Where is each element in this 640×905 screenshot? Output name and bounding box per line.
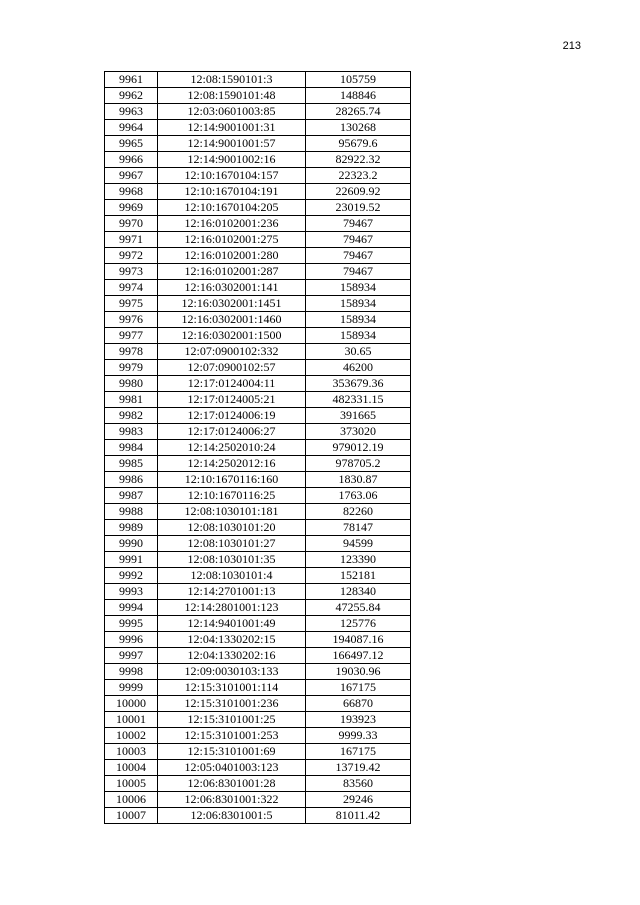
table-row (105, 728, 411, 744)
row-number-cell: 10006 (105, 792, 158, 808)
value-cell: 158934 (306, 312, 411, 328)
row-number-cell: 9994 (105, 600, 158, 616)
value-cell: 148846 (306, 88, 411, 104)
cadastral-number-cell: 12:06:8301001:322 (158, 792, 306, 808)
value-cell: 105759 (306, 72, 411, 88)
table-row (105, 632, 411, 648)
row-number-cell: 9987 (105, 488, 158, 504)
value-cell: 23019.52 (306, 200, 411, 216)
cadastral-number-cell: 12:14:9401001:49 (158, 616, 306, 632)
table-row (105, 712, 411, 728)
table-row (105, 360, 411, 376)
row-number-cell: 9991 (105, 552, 158, 568)
value-cell: 78147 (306, 520, 411, 536)
table-row (105, 472, 411, 488)
row-number-cell: 9977 (105, 328, 158, 344)
table-row (105, 344, 411, 360)
table-row (105, 280, 411, 296)
cadastral-number-cell: 12:16:0102001:236 (158, 216, 306, 232)
table-row (105, 152, 411, 168)
value-cell: 47255.84 (306, 600, 411, 616)
row-number-cell: 9990 (105, 536, 158, 552)
cadastral-number-cell: 12:17:0124006:27 (158, 424, 306, 440)
table-row (105, 808, 411, 824)
table-row (105, 200, 411, 216)
row-number-cell: 10001 (105, 712, 158, 728)
row-number-cell: 9974 (105, 280, 158, 296)
value-cell: 123390 (306, 552, 411, 568)
value-cell: 167175 (306, 680, 411, 696)
cadastral-number-cell: 12:14:2502010:24 (158, 440, 306, 456)
row-number-cell: 9997 (105, 648, 158, 664)
value-cell: 125776 (306, 616, 411, 632)
cadastral-number-cell: 12:17:0124004:11 (158, 376, 306, 392)
value-cell: 79467 (306, 248, 411, 264)
table-row (105, 136, 411, 152)
value-cell: 81011.42 (306, 808, 411, 824)
row-number-cell: 9981 (105, 392, 158, 408)
table-row (105, 792, 411, 808)
table-row (105, 744, 411, 760)
table-row (105, 376, 411, 392)
page-number: 213 (562, 40, 581, 52)
row-number-cell: 9966 (105, 152, 158, 168)
table-row (105, 232, 411, 248)
value-cell: 158934 (306, 296, 411, 312)
value-cell: 158934 (306, 328, 411, 344)
cadastral-number-cell: 12:14:9001002:16 (158, 152, 306, 168)
cadastral-number-cell: 12:10:1670116:160 (158, 472, 306, 488)
table-row (105, 600, 411, 616)
row-number-cell: 9995 (105, 616, 158, 632)
row-number-cell: 9976 (105, 312, 158, 328)
value-cell: 82922.32 (306, 152, 411, 168)
cadastral-number-cell: 12:06:8301001:28 (158, 776, 306, 792)
table-row (105, 424, 411, 440)
row-number-cell: 9961 (105, 72, 158, 88)
row-number-cell: 10003 (105, 744, 158, 760)
table-row (105, 120, 411, 136)
row-number-cell: 9982 (105, 408, 158, 424)
row-number-cell: 9964 (105, 120, 158, 136)
value-cell: 1830.87 (306, 472, 411, 488)
value-cell: 95679.6 (306, 136, 411, 152)
value-cell: 152181 (306, 568, 411, 584)
table-row (105, 520, 411, 536)
cadastral-number-cell: 12:08:1030101:35 (158, 552, 306, 568)
table-row (105, 696, 411, 712)
table-row (105, 616, 411, 632)
value-cell: 29246 (306, 792, 411, 808)
cadastral-number-cell: 12:09:0030103:133 (158, 664, 306, 680)
value-cell: 194087.16 (306, 632, 411, 648)
row-number-cell: 9965 (105, 136, 158, 152)
row-number-cell: 9992 (105, 568, 158, 584)
value-cell: 978705.2 (306, 456, 411, 472)
table-row (105, 648, 411, 664)
row-number-cell: 9983 (105, 424, 158, 440)
cadastral-number-cell: 12:16:0102001:275 (158, 232, 306, 248)
cadastral-number-cell: 12:15:3101001:236 (158, 696, 306, 712)
cadastral-number-cell: 12:10:1670104:205 (158, 200, 306, 216)
table-row (105, 456, 411, 472)
value-cell: 166497.12 (306, 648, 411, 664)
row-number-cell: 9963 (105, 104, 158, 120)
value-cell: 130268 (306, 120, 411, 136)
cadastral-number-cell: 12:03:0601003:85 (158, 104, 306, 120)
table-row (105, 552, 411, 568)
value-cell: 66870 (306, 696, 411, 712)
row-number-cell: 9970 (105, 216, 158, 232)
table-row (105, 248, 411, 264)
row-number-cell: 9972 (105, 248, 158, 264)
table-row (105, 296, 411, 312)
value-cell: 9999.33 (306, 728, 411, 744)
table-row (105, 776, 411, 792)
value-cell: 128340 (306, 584, 411, 600)
row-number-cell: 9978 (105, 344, 158, 360)
table-row (105, 680, 411, 696)
value-cell: 82260 (306, 504, 411, 520)
table-row (105, 760, 411, 776)
cadastral-number-cell: 12:08:1030101:20 (158, 520, 306, 536)
table-row (105, 328, 411, 344)
value-cell: 193923 (306, 712, 411, 728)
row-number-cell: 9962 (105, 88, 158, 104)
row-number-cell: 10002 (105, 728, 158, 744)
value-cell: 158934 (306, 280, 411, 296)
table-row (105, 568, 411, 584)
cadastral-number-cell: 12:14:2502012:16 (158, 456, 306, 472)
table-row (105, 504, 411, 520)
table-row (105, 104, 411, 120)
row-number-cell: 9980 (105, 376, 158, 392)
cadastral-number-cell: 12:07:0900102:332 (158, 344, 306, 360)
value-cell: 482331.15 (306, 392, 411, 408)
cadastral-number-cell: 12:10:1670104:191 (158, 184, 306, 200)
cadastral-number-cell: 12:08:1590101:3 (158, 72, 306, 88)
cadastral-number-cell: 12:10:1670104:157 (158, 168, 306, 184)
value-cell: 353679.36 (306, 376, 411, 392)
row-number-cell: 9993 (105, 584, 158, 600)
cadastral-number-cell: 12:07:0900102:57 (158, 360, 306, 376)
value-cell: 79467 (306, 264, 411, 280)
cadastral-number-cell: 12:15:3101001:114 (158, 680, 306, 696)
row-number-cell: 9968 (105, 184, 158, 200)
value-cell: 46200 (306, 360, 411, 376)
cadastral-number-cell: 12:14:2801001:123 (158, 600, 306, 616)
value-cell: 13719.42 (306, 760, 411, 776)
value-cell: 19030.96 (306, 664, 411, 680)
value-cell: 94599 (306, 536, 411, 552)
row-number-cell: 9999 (105, 680, 158, 696)
cadastral-number-cell: 12:14:9001001:31 (158, 120, 306, 136)
row-number-cell: 9998 (105, 664, 158, 680)
value-cell: 167175 (306, 744, 411, 760)
table-row (105, 664, 411, 680)
cadastral-number-cell: 12:15:3101001:253 (158, 728, 306, 744)
table-row (105, 264, 411, 280)
cadastral-number-cell: 12:08:1030101:4 (158, 568, 306, 584)
cadastral-number-cell: 12:05:0401003:123 (158, 760, 306, 776)
row-number-cell: 9967 (105, 168, 158, 184)
cadastral-number-cell: 12:16:0102001:287 (158, 264, 306, 280)
row-number-cell: 10000 (105, 696, 158, 712)
row-number-cell: 9989 (105, 520, 158, 536)
table-row (105, 312, 411, 328)
table-row (105, 184, 411, 200)
row-number-cell: 9988 (105, 504, 158, 520)
value-cell: 83560 (306, 776, 411, 792)
table-row (105, 408, 411, 424)
row-number-cell: 9969 (105, 200, 158, 216)
table-row (105, 168, 411, 184)
cadastral-number-cell: 12:15:3101001:69 (158, 744, 306, 760)
table-row (105, 88, 411, 104)
row-number-cell: 9986 (105, 472, 158, 488)
row-number-cell: 9975 (105, 296, 158, 312)
table-row (105, 72, 411, 88)
cadastral-number-cell: 12:14:9001001:57 (158, 136, 306, 152)
value-cell: 979012.19 (306, 440, 411, 456)
cadastral-number-cell: 12:10:1670116:25 (158, 488, 306, 504)
data-table (104, 71, 411, 824)
row-number-cell: 9984 (105, 440, 158, 456)
value-cell: 79467 (306, 232, 411, 248)
cadastral-number-cell: 12:17:0124006:19 (158, 408, 306, 424)
table-row (105, 536, 411, 552)
cadastral-number-cell: 12:04:1330202:15 (158, 632, 306, 648)
table-row (105, 488, 411, 504)
value-cell: 22609.92 (306, 184, 411, 200)
cadastral-number-cell: 12:14:2701001:13 (158, 584, 306, 600)
cadastral-number-cell: 12:16:0302001:1460 (158, 312, 306, 328)
table-row (105, 584, 411, 600)
table-row (105, 392, 411, 408)
row-number-cell: 10005 (105, 776, 158, 792)
value-cell: 1763.06 (306, 488, 411, 504)
cadastral-number-cell: 12:08:1030101:181 (158, 504, 306, 520)
cadastral-number-cell: 12:16:0302001:141 (158, 280, 306, 296)
cadastral-number-cell: 12:16:0102001:280 (158, 248, 306, 264)
table-row (105, 440, 411, 456)
row-number-cell: 9985 (105, 456, 158, 472)
row-number-cell: 10007 (105, 808, 158, 824)
row-number-cell: 9979 (105, 360, 158, 376)
cadastral-number-cell: 12:06:8301001:5 (158, 808, 306, 824)
cadastral-number-cell: 12:17:0124005:21 (158, 392, 306, 408)
row-number-cell: 9973 (105, 264, 158, 280)
value-cell: 373020 (306, 424, 411, 440)
row-number-cell: 10004 (105, 760, 158, 776)
row-number-cell: 9996 (105, 632, 158, 648)
value-cell: 30.65 (306, 344, 411, 360)
cadastral-number-cell: 12:08:1590101:48 (158, 88, 306, 104)
cadastral-number-cell: 12:04:1330202:16 (158, 648, 306, 664)
table-row (105, 216, 411, 232)
cadastral-number-cell: 12:16:0302001:1451 (158, 296, 306, 312)
cadastral-number-cell: 12:08:1030101:27 (158, 536, 306, 552)
row-number-cell: 9971 (105, 232, 158, 248)
value-cell: 79467 (306, 216, 411, 232)
value-cell: 22323.2 (306, 168, 411, 184)
cadastral-number-cell: 12:16:0302001:1500 (158, 328, 306, 344)
cadastral-number-cell: 12:15:3101001:25 (158, 712, 306, 728)
value-cell: 28265.74 (306, 104, 411, 120)
table-body (105, 72, 411, 824)
value-cell: 391665 (306, 408, 411, 424)
